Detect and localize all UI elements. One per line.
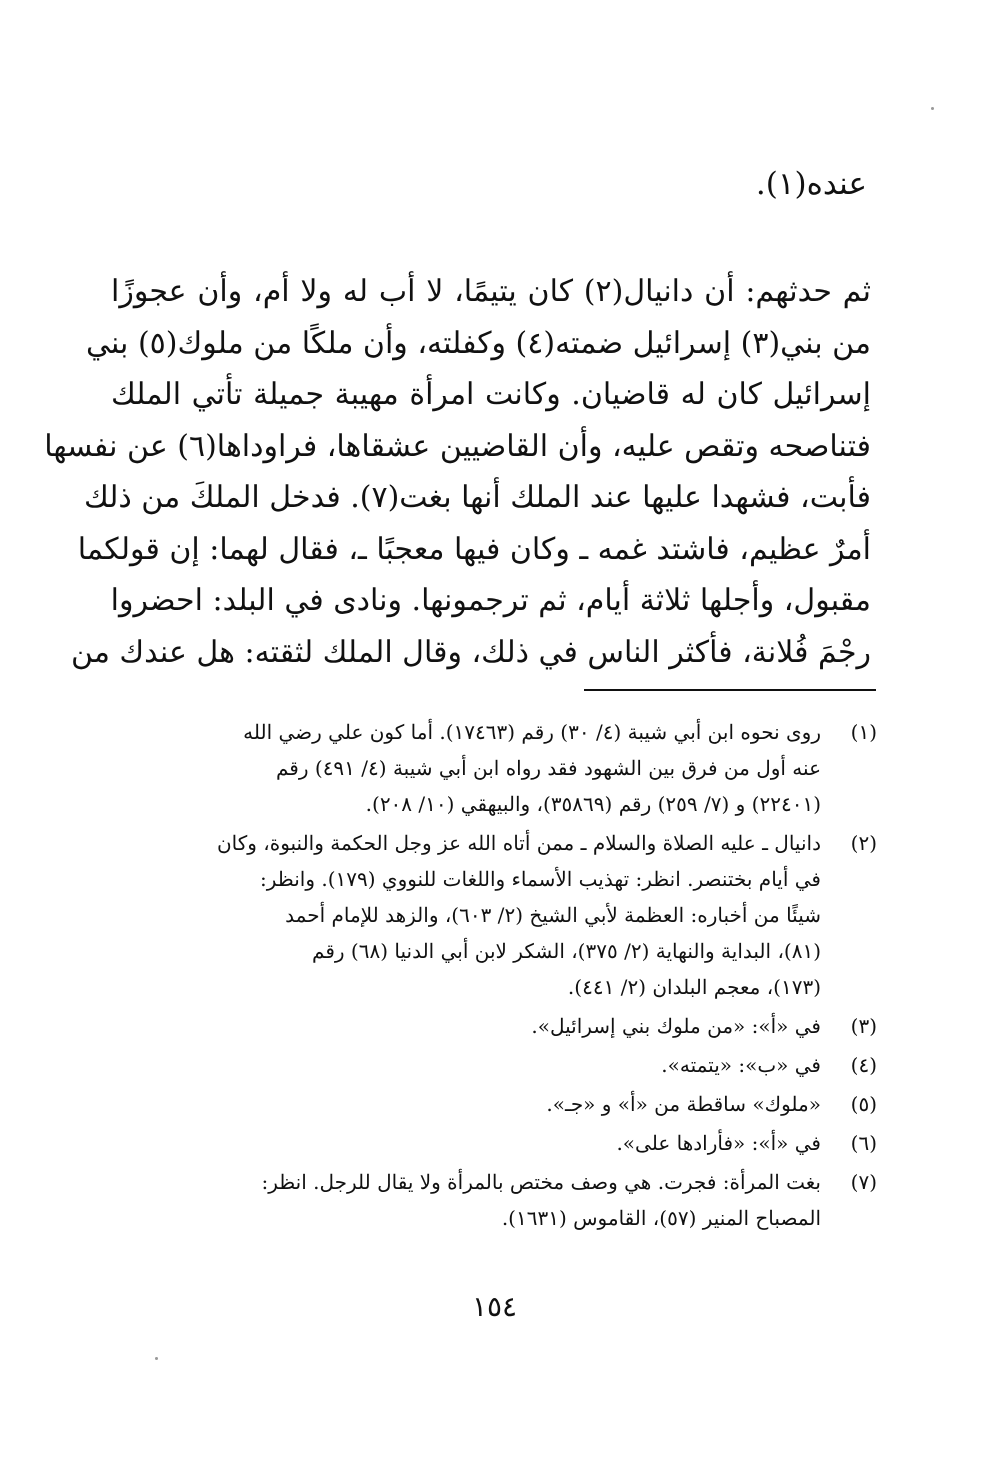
- footnote-number: (٥): [850, 1092, 877, 1116]
- body-line: إسرائيل كان له قاضيان. وكانت امرأة مهيبة جميلة تأتي الملك: [111, 377, 871, 412]
- main-body-paragraph: [44, 266, 871, 678]
- footnote-item: [107, 1008, 877, 1044]
- footnote-item: [107, 1125, 877, 1161]
- footnote-line: (٢٢٤٠١) و (٧/ ٢٥٩) رقم (٣٥٨٦٩)، والبيهقي (١٠/ ٢٠٨).: [365, 792, 821, 816]
- footnotes-section: [107, 714, 877, 1239]
- footnote-number: (٣): [850, 1014, 877, 1038]
- page-number: ١٥٤: [471, 1290, 518, 1323]
- footnote-line: في «ب»: «يتمته».: [661, 1053, 821, 1077]
- footnote-text: [107, 1047, 821, 1083]
- footnote-text: [107, 1008, 821, 1044]
- body-line: رجْمَ فُلانة، فأكثر الناس في ذلك، وقال الملك لثقته: هل عندك من: [70, 634, 871, 670]
- body-line: فأبت، فشهدا عليها عند الملك أنها بغت(٧). فدخل الملكَ من ذلك: [83, 480, 871, 515]
- footnote-line: دانيال ـ عليه الصلاة والسلام ـ ممن أتاه الله عز وجل الحكمة والنبوة، وكان: [216, 831, 821, 855]
- footnote-line: في «أ»: «فأرادها على».: [616, 1131, 821, 1155]
- footnote-item: [107, 714, 877, 822]
- footnote-number: (١): [850, 720, 877, 744]
- body-line: أمرٌ عظيم، فاشتد غمه ـ وكان فيها معجبًا ـ، فقال لهما: إن قولكما: [77, 531, 871, 567]
- footnote-text: [107, 825, 821, 1005]
- footnote-number: (٢): [850, 831, 877, 855]
- footnote-text: [107, 1125, 821, 1161]
- footnote-line: في «أ»: «من ملوك بني إسرائيل».: [531, 1014, 821, 1038]
- footnote-separator-rule: [584, 689, 876, 691]
- footnote-text: [107, 1086, 821, 1122]
- footnote-line: المصباح المنير (٥٧)، القاموس (١٦٣١).: [501, 1206, 821, 1230]
- body-line: فتناصحه وتقص عليه، وأن القاضيين عشقاها، فراوداها(٦) عن نفسها: [44, 428, 871, 464]
- footnote-text: [107, 714, 821, 822]
- footnote-number: (٧): [850, 1170, 877, 1194]
- continued-text-fragment: عنده(١).: [755, 166, 867, 202]
- footnote-item: [107, 825, 877, 1005]
- body-line: ثم حدثهم: أن دانيال(٢) كان يتيمًا، لا أب له ولا أم، وأن عجوزًا: [111, 274, 871, 309]
- body-line: مقبول، وأجلها ثلاثة أيام، ثم ترجمونها. ونادى في البلد: احضروا: [110, 583, 871, 618]
- body-line: من بني(٣) إسرائيل ضمته(٤) وكفلته، وأن ملكًا من ملوك(٥) بني: [86, 325, 871, 361]
- footnote-number: (٦): [850, 1131, 877, 1155]
- footnote-line: في أيام بختنصر. انظر: تهذيب الأسماء واللغات للنووي (١٧٩). وانظر:: [260, 867, 821, 891]
- footnote-line: بغت المرأة: فجرت. هي وصف مختص بالمرأة ولا يقال للرجل. انظر:: [261, 1170, 821, 1194]
- footnote-line: روى نحوه ابن أبي شيبة (٤/ ٣٠) رقم (١٧٤٦٣). أما كون علي رضي الله: [243, 720, 821, 744]
- footnote-item: [107, 1086, 877, 1122]
- footnote-line: «ملوك» ساقطة من «أ» و «جـ».: [546, 1092, 821, 1116]
- footnote-line: شيئًا من أخباره: العظمة لأبي الشيخ (٢/ ٦٠٣)، والزهد للإمام أحمد: [285, 903, 821, 927]
- footnote-line: (٨١)، البداية والنهاية (٢/ ٣٧٥)، الشكر لابن أبي الدنيا (٦٨) رقم: [312, 939, 821, 963]
- footnote-line: عنه أول من فرق بين الشهود فقد رواه ابن أبي شيبة (٤/ ٤٩١) رقم: [275, 756, 821, 780]
- footnote-item: [107, 1047, 877, 1083]
- footnote-text: [107, 1164, 821, 1236]
- scan-speck: [155, 1357, 158, 1360]
- footnote-line: (١٧٣)، معجم البلدان (٢/ ٤٤١).: [567, 975, 821, 999]
- footnote-number: (٤): [850, 1053, 877, 1077]
- scan-speck: [931, 107, 934, 110]
- footnote-item: [107, 1164, 877, 1236]
